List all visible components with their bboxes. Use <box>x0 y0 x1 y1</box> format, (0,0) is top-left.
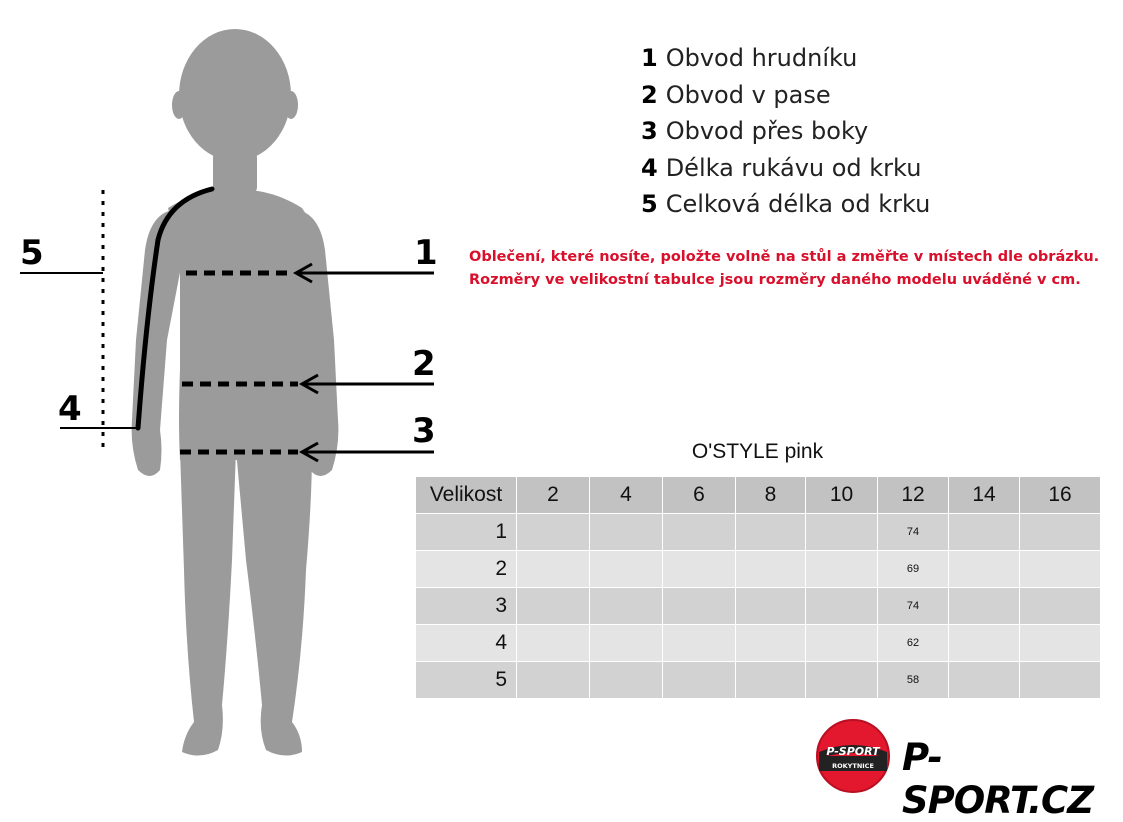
table-cell <box>663 514 736 551</box>
measurement-legend <box>641 40 930 223</box>
legend-label: Celková délka od krku <box>665 190 931 218</box>
table-cell <box>949 551 1020 588</box>
legend-item <box>641 150 930 187</box>
row-label: 5 <box>416 662 517 699</box>
legend-number: 5 <box>641 190 658 218</box>
table-cell <box>806 662 878 699</box>
legend-number: 1 <box>641 44 658 72</box>
table-cell <box>590 662 663 699</box>
size-column-header: 6 <box>663 477 736 514</box>
size-table <box>415 476 1101 699</box>
instruction-line-2: Rozměry ve velikostní tabulce jsou rozměry daného modelu uváděné v cm. <box>469 272 1081 288</box>
table-cell: 74 <box>878 588 949 625</box>
legend-label: Délka rukávu od krku <box>665 153 922 182</box>
table-cell: 69 <box>878 551 949 588</box>
table-cell <box>806 588 878 625</box>
legend-item <box>641 77 930 114</box>
table-cell <box>663 625 736 662</box>
table-cell <box>663 551 736 588</box>
measuring-instructions <box>469 246 1119 292</box>
row-label: 1 <box>416 514 517 551</box>
table-cell <box>1020 588 1101 625</box>
size-column-header: 10 <box>806 477 878 514</box>
table-cell <box>517 662 590 699</box>
table-cell <box>590 514 663 551</box>
size-column-header: 16 <box>1020 477 1101 514</box>
table-cell <box>806 625 878 662</box>
table-title: O'STYLE pink <box>691 440 824 463</box>
row-label: 2 <box>416 551 517 588</box>
legend-label: Obvod v pase <box>665 80 831 109</box>
size-column-header: 8 <box>736 477 806 514</box>
row-label: 3 <box>416 588 517 625</box>
legend-item <box>641 40 930 77</box>
legend-label: Obvod hrudníku <box>665 44 858 72</box>
instruction-line-1: Oblečení, které nosíte, položte volně na stůl a změřte v místech dle obrázku. <box>469 249 1100 265</box>
p-sport-logo <box>815 718 895 794</box>
table-cell <box>663 662 736 699</box>
table-row <box>416 662 1101 699</box>
table-cell <box>517 551 590 588</box>
table-row <box>416 551 1101 588</box>
table-cell <box>1020 551 1101 588</box>
size-column-header: 14 <box>949 477 1020 514</box>
size-column-header: 12 <box>878 477 949 514</box>
table-cell <box>517 625 590 662</box>
table-cell <box>736 588 806 625</box>
table-cell <box>590 625 663 662</box>
table-cell <box>736 625 806 662</box>
table-cell <box>517 514 590 551</box>
marker-2: 2 <box>412 344 436 384</box>
table-cell <box>736 551 806 588</box>
table-cell <box>663 588 736 625</box>
legend-number: 2 <box>641 80 658 109</box>
table-cell <box>949 625 1020 662</box>
table-cell: 74 <box>878 514 949 551</box>
table-cell <box>806 514 878 551</box>
table-cell: 62 <box>878 625 949 662</box>
table-cell <box>736 514 806 551</box>
table-cell <box>806 551 878 588</box>
size-column-header: 4 <box>590 477 663 514</box>
table-cell <box>517 588 590 625</box>
marker-5: 5 <box>20 233 44 273</box>
table-cell <box>949 588 1020 625</box>
table-row <box>416 514 1101 551</box>
size-header: Velikost <box>416 477 517 514</box>
table-cell <box>949 662 1020 699</box>
marker-1: 1 <box>414 233 438 273</box>
table-cell <box>590 551 663 588</box>
row-label: 4 <box>416 625 517 662</box>
child-silhouette <box>132 29 339 756</box>
site-name: P-SPORT.CZ <box>902 736 1094 822</box>
table-cell: 58 <box>878 662 949 699</box>
table-cell <box>1020 625 1101 662</box>
table-row <box>416 625 1101 662</box>
legend-number: 3 <box>641 117 658 145</box>
size-column-header: 2 <box>517 477 590 514</box>
legend-item <box>641 113 930 150</box>
table-cell <box>949 514 1020 551</box>
table-cell <box>590 588 663 625</box>
table-cell <box>736 662 806 699</box>
logo-text-top: P-SPORT <box>826 745 880 758</box>
table-cell <box>1020 662 1101 699</box>
table-row <box>416 588 1101 625</box>
marker-4: 4 <box>58 389 82 429</box>
legend-number: 4 <box>641 153 658 182</box>
legend-item <box>641 186 930 223</box>
table-cell <box>1020 514 1101 551</box>
legend-label: Obvod přes boky <box>665 117 869 145</box>
table-header-row <box>416 477 1101 514</box>
marker-3: 3 <box>412 411 436 451</box>
logo-text-bottom: ROKYTNICE <box>832 762 874 770</box>
